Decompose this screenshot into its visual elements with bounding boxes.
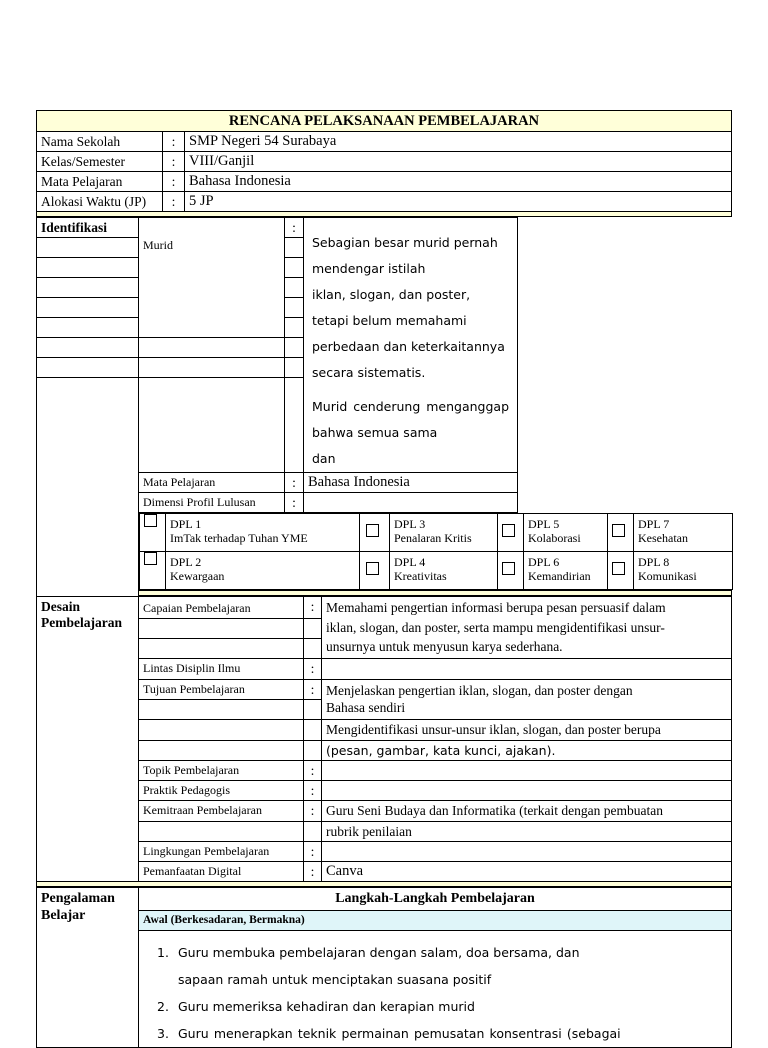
langkah-title: Langkah-Langkah Pembelajaran <box>139 888 732 911</box>
step-item: 3. Guru menerapkan teknik permainan pemusatan konsentrasi (sebagai <box>157 1026 621 1041</box>
kemitraan-value-2: rubrik penilaian <box>322 822 732 842</box>
info-row-class: Kelas/Semester : VIII/Ganjil <box>37 152 732 172</box>
dpl-5-checkbox[interactable] <box>502 524 515 537</box>
header-table <box>36 110 732 217</box>
awal-section-header: Awal (Berkesadaran, Bermakna) <box>139 911 732 931</box>
lingkungan-label: Lingkungan Pembelajaran <box>139 842 304 862</box>
digital-label: Pemanfaatan Digital <box>139 862 304 882</box>
identifikasi-table: Identifikasi Murid : Sebagian besar murid pernah mendengar istilah iklan, slogan, dan poster, tetapi belum memahami perbedaan dan keterkaitannya secara sistematis. Murid cenderung menganggap bahwa semua sama dan Mata Pelajaran : Bahasa Indonesia Dimensi Profil Lulusan : DPL 1 ImTak terhadap Tuhan YME DPL 3 Penalaran Kritis DPL 5 Kolaborasi DPL 7 Kesehatan DPL 2 Kewargaan DPL 4 Kreativitas DPL 6 Kemandirian DPL 8 Komunikasi <box>36 217 732 596</box>
info-value: Bahasa Indonesia <box>185 172 732 192</box>
info-row-time: Alokasi Waktu (JP) : 5 JP <box>37 192 732 212</box>
info-value: 5 JP <box>185 192 732 212</box>
info-value: VIII/Ganjil <box>185 152 732 172</box>
capaian-value: Memahami pengertian informasi berupa pesan persuasif dalam iklan, slogan, dan poster, serta mampu mengidentifikasi unsur- unsurnya untuk menyusun karya sederhana. <box>322 597 732 659</box>
dpl-1-checkbox[interactable] <box>144 514 157 527</box>
dpl-grid: DPL 1 ImTak terhadap Tuhan YME DPL 3 Penalaran Kritis DPL 5 Kolaborasi DPL 7 Kesehatan DPL 2 Kewargaan DPL 4 Kreativitas DPL 6 Kemandirian DPL 8 Komunikasi <box>139 513 733 590</box>
tujuan-value-3: (pesan, gambar, kata kunci, ajakan). <box>322 741 732 761</box>
dpl-6-checkbox[interactable] <box>502 562 515 575</box>
document-title: RENCANA PELAKSANAAN PEMBELAJARAN <box>37 111 732 132</box>
capaian-label: Capaian Pembelajaran <box>139 597 304 619</box>
info-label: Alokasi Waktu (JP) <box>37 192 163 212</box>
awal-steps <box>139 931 732 1048</box>
dimensi-label: Dimensi Profil Lulusan <box>139 493 285 513</box>
mapel-value: Bahasa Indonesia <box>304 473 518 493</box>
info-row-subject: Mata Pelajaran : Bahasa Indonesia <box>37 172 732 192</box>
step-item: 2. Guru memeriksa kehadiran dan kerapian murid <box>157 999 475 1014</box>
kemitraan-value-1: Guru Seni Budaya dan Informatika (terkait dengan pembuatan <box>322 801 732 822</box>
murid-label: Murid <box>139 218 285 338</box>
step-item: sapaan ramah untuk menciptakan suasana positif <box>178 972 492 987</box>
dpl-3-checkbox[interactable] <box>366 524 379 537</box>
praktik-label: Praktik Pedagogis <box>139 781 304 801</box>
step-item: 1. Guru membuka pembelajaran dengan salam, doa bersama, dan <box>157 945 580 960</box>
info-value: SMP Negeri 54 Surabaya <box>185 132 732 152</box>
rpp-document <box>36 110 732 1048</box>
mapel-label: Mata Pelajaran <box>139 473 285 493</box>
desain-heading: Desain Pembelajaran <box>37 597 139 882</box>
dpl-8-checkbox[interactable] <box>612 562 625 575</box>
murid-description: Sebagian besar murid pernah mendengar istilah iklan, slogan, dan poster, tetapi belum memahami perbedaan dan keterkaitannya secara sistematis. Murid cenderung menganggap bahwa semua sama dan <box>304 218 518 473</box>
info-label: Mata Pelajaran <box>37 172 163 192</box>
dpl-7-checkbox[interactable] <box>612 524 625 537</box>
step-list <box>143 939 727 1047</box>
pengalaman-heading: Pengalaman Belajar <box>37 888 139 1048</box>
topik-label: Topik Pembelajaran <box>139 761 304 781</box>
identifikasi-heading: Identifikasi <box>37 218 139 238</box>
tujuan-value-2: Mengidentifikasi unsur-unsur iklan, slogan, dan poster berupa <box>322 720 732 741</box>
tujuan-label: Tujuan Pembelajaran <box>139 680 304 700</box>
tujuan-value-1: Menjelaskan pengertian iklan, slogan, dan poster dengan Bahasa sendiri <box>322 680 732 720</box>
info-row-school: Nama Sekolah : SMP Negeri 54 Surabaya <box>37 132 732 152</box>
info-label: Nama Sekolah <box>37 132 163 152</box>
info-label: Kelas/Semester <box>37 152 163 172</box>
desain-table: Desain Pembelajaran Capaian Pembelajaran : Memahami pengertian informasi berupa pesan persuasif dalam iklan, slogan, dan poster, serta mampu mengidentifikasi unsur- unsurnya untuk menyusun karya sederhana. Lintas Disiplin Ilmu : Tujuan Pembelajaran : Menjelaskan pengertian iklan, slogan, dan poster dengan Bahasa sendiri Mengidentifikasi unsur-unsur iklan, slogan, dan poster berupa (pesan, gambar, kata kunci, ajakan). Topik Pembelajaran : Praktik Pedagogis : Kemitraan Pembelajaran : Guru Seni Budaya dan Informatika (terkait dengan pembuatan rubrik penilaian Lingkungan Pembelajaran : Pemanfaatan Digital : Canva <box>36 596 732 887</box>
digital-value: Canva <box>322 862 732 882</box>
pengalaman-table <box>36 887 732 1048</box>
kemitraan-label: Kemitraan Pembelajaran <box>139 801 304 822</box>
lintas-label: Lintas Disiplin Ilmu <box>139 659 304 680</box>
dpl-4-checkbox[interactable] <box>366 562 379 575</box>
dpl-2-checkbox[interactable] <box>144 552 157 565</box>
